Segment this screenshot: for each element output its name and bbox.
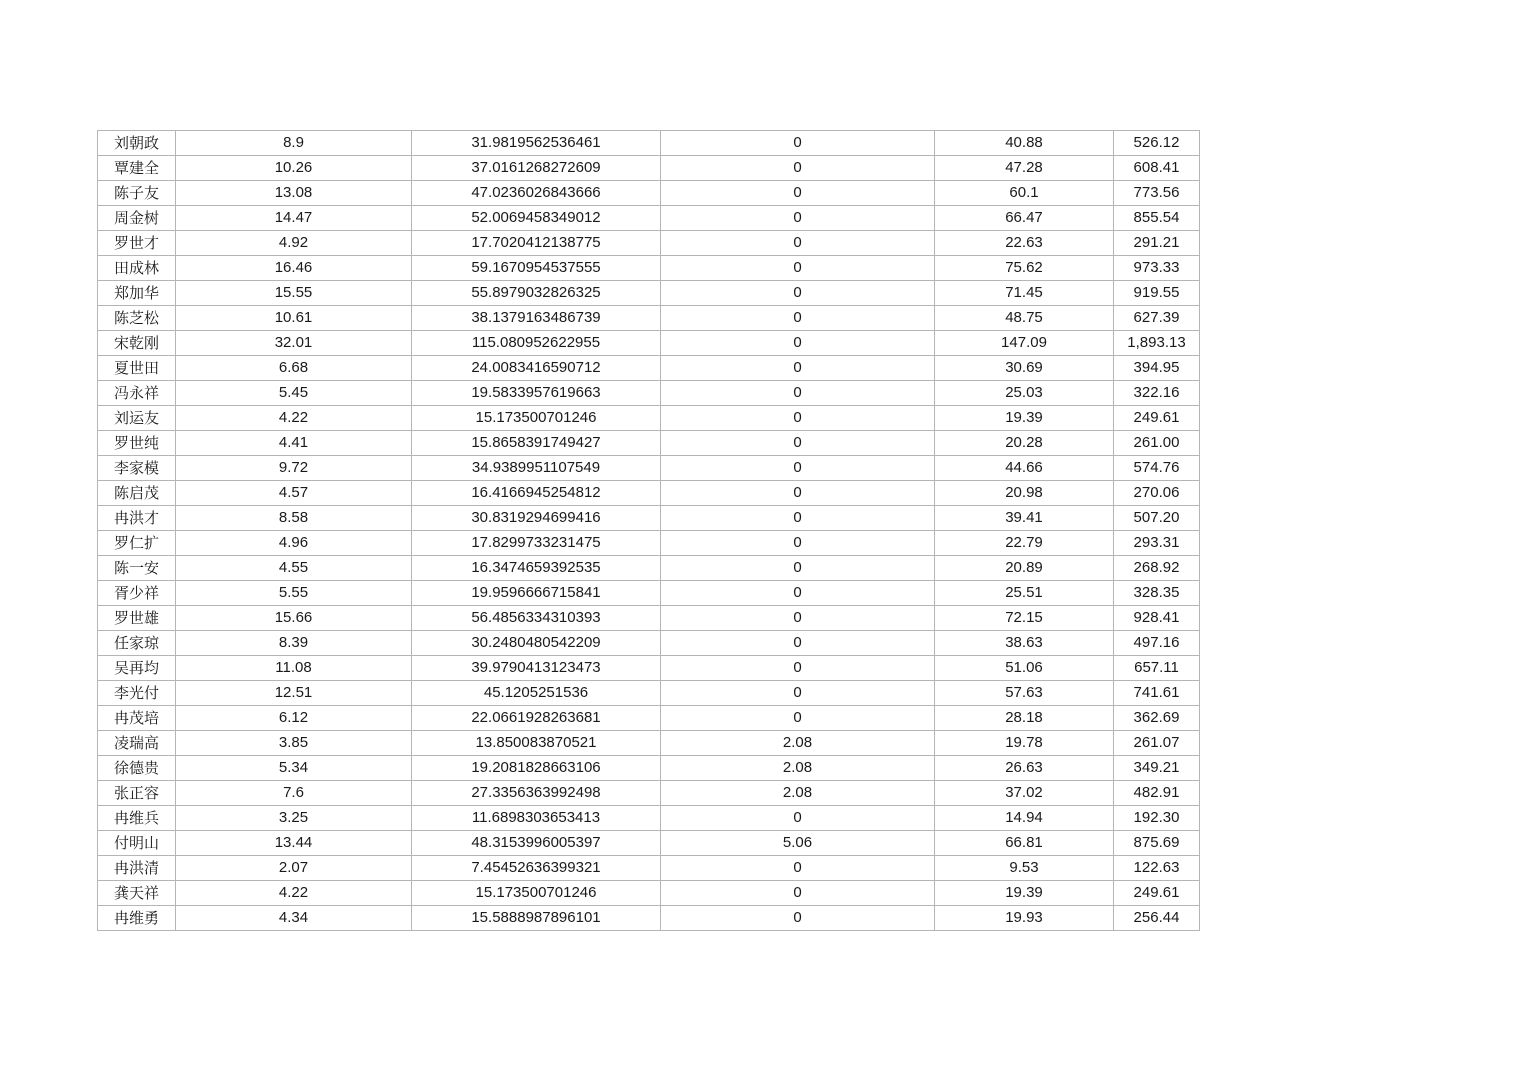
- value-cell-3: 5.06: [661, 831, 935, 856]
- value-cell-2: 59.1670954537555: [412, 256, 661, 281]
- value-cell-4: 51.06: [935, 656, 1114, 681]
- value-cell-2: 15.5888987896101: [412, 906, 661, 931]
- value-cell-4: 19.93: [935, 906, 1114, 931]
- table-row: [98, 781, 1200, 806]
- amount-cell: 192.30: [1114, 806, 1200, 831]
- value-cell-4: 48.75: [935, 306, 1114, 331]
- amount-cell: 773.56: [1114, 181, 1200, 206]
- amount-cell: 875.69: [1114, 831, 1200, 856]
- name-cell: 任家琼: [98, 631, 176, 656]
- name-cell: 罗仁扩: [98, 531, 176, 556]
- name-cell: 付明山: [98, 831, 176, 856]
- table-row: [98, 856, 1200, 881]
- table-row: [98, 156, 1200, 181]
- value-cell-3: 0: [661, 531, 935, 556]
- value-cell-3: 0: [661, 356, 935, 381]
- value-cell-3: 0: [661, 581, 935, 606]
- value-cell-3: 0: [661, 881, 935, 906]
- value-cell-2: 48.3153996005397: [412, 831, 661, 856]
- value-cell-4: 71.45: [935, 281, 1114, 306]
- name-cell: 冉维勇: [98, 906, 176, 931]
- value-cell-2: 27.3356363992498: [412, 781, 661, 806]
- amount-cell: 362.69: [1114, 706, 1200, 731]
- value-cell-2: 19.9596666715841: [412, 581, 661, 606]
- table-row: [98, 606, 1200, 631]
- amount-cell: 322.16: [1114, 381, 1200, 406]
- table-row: [98, 256, 1200, 281]
- amount-cell: 482.91: [1114, 781, 1200, 806]
- value-cell-4: 60.1: [935, 181, 1114, 206]
- value-cell-1: 4.22: [176, 406, 412, 431]
- amount-cell: 928.41: [1114, 606, 1200, 631]
- data-table: [97, 130, 1200, 931]
- table-row: [98, 231, 1200, 256]
- name-cell: 吴再均: [98, 656, 176, 681]
- value-cell-1: 5.34: [176, 756, 412, 781]
- amount-cell: 608.41: [1114, 156, 1200, 181]
- value-cell-1: 15.66: [176, 606, 412, 631]
- value-cell-4: 20.98: [935, 481, 1114, 506]
- value-cell-3: 0: [661, 256, 935, 281]
- value-cell-4: 26.63: [935, 756, 1114, 781]
- amount-cell: 256.44: [1114, 906, 1200, 931]
- value-cell-4: 20.28: [935, 431, 1114, 456]
- value-cell-3: 0: [661, 381, 935, 406]
- value-cell-1: 13.44: [176, 831, 412, 856]
- value-cell-4: 14.94: [935, 806, 1114, 831]
- amount-cell: 973.33: [1114, 256, 1200, 281]
- name-cell: 凌瑞高: [98, 731, 176, 756]
- value-cell-1: 6.12: [176, 706, 412, 731]
- table-row: [98, 481, 1200, 506]
- name-cell: 冯永祥: [98, 381, 176, 406]
- name-cell: 冉洪才: [98, 506, 176, 531]
- value-cell-2: 13.850083870521: [412, 731, 661, 756]
- value-cell-3: 0: [661, 681, 935, 706]
- value-cell-3: 0: [661, 281, 935, 306]
- name-cell: 陈一安: [98, 556, 176, 581]
- value-cell-2: 24.0083416590712: [412, 356, 661, 381]
- amount-cell: 293.31: [1114, 531, 1200, 556]
- value-cell-4: 75.62: [935, 256, 1114, 281]
- amount-cell: 261.07: [1114, 731, 1200, 756]
- amount-cell: 657.11: [1114, 656, 1200, 681]
- value-cell-3: 0: [661, 706, 935, 731]
- value-cell-3: 0: [661, 431, 935, 456]
- value-cell-3: 0: [661, 556, 935, 581]
- value-cell-1: 4.41: [176, 431, 412, 456]
- table-row: [98, 681, 1200, 706]
- table-row: [98, 656, 1200, 681]
- table-row: [98, 556, 1200, 581]
- value-cell-2: 15.8658391749427: [412, 431, 661, 456]
- table-row: [98, 381, 1200, 406]
- table-row: [98, 706, 1200, 731]
- name-cell: 罗世雄: [98, 606, 176, 631]
- name-cell: 陈启茂: [98, 481, 176, 506]
- amount-cell: 268.92: [1114, 556, 1200, 581]
- value-cell-4: 25.51: [935, 581, 1114, 606]
- table-row: [98, 881, 1200, 906]
- table-row: [98, 581, 1200, 606]
- table-row: [98, 206, 1200, 231]
- value-cell-2: 115.080952622955: [412, 331, 661, 356]
- value-cell-1: 11.08: [176, 656, 412, 681]
- table-row: [98, 806, 1200, 831]
- value-cell-4: 22.79: [935, 531, 1114, 556]
- name-cell: 罗世纯: [98, 431, 176, 456]
- value-cell-1: 3.85: [176, 731, 412, 756]
- name-cell: 陈子友: [98, 181, 176, 206]
- name-cell: 陈芝松: [98, 306, 176, 331]
- value-cell-2: 55.8979032826325: [412, 281, 661, 306]
- value-cell-1: 4.34: [176, 906, 412, 931]
- value-cell-1: 12.51: [176, 681, 412, 706]
- table-row: [98, 731, 1200, 756]
- value-cell-1: 8.9: [176, 131, 412, 156]
- value-cell-1: 10.61: [176, 306, 412, 331]
- value-cell-3: 0: [661, 606, 935, 631]
- value-cell-2: 19.5833957619663: [412, 381, 661, 406]
- amount-cell: 526.12: [1114, 131, 1200, 156]
- value-cell-2: 19.2081828663106: [412, 756, 661, 781]
- amount-cell: 627.39: [1114, 306, 1200, 331]
- table-row: [98, 456, 1200, 481]
- value-cell-4: 40.88: [935, 131, 1114, 156]
- value-cell-2: 11.6898303653413: [412, 806, 661, 831]
- value-cell-2: 17.8299733231475: [412, 531, 661, 556]
- name-cell: 罗世才: [98, 231, 176, 256]
- value-cell-2: 17.7020412138775: [412, 231, 661, 256]
- value-cell-2: 56.4856334310393: [412, 606, 661, 631]
- name-cell: 张正容: [98, 781, 176, 806]
- value-cell-4: 19.39: [935, 881, 1114, 906]
- value-cell-1: 4.96: [176, 531, 412, 556]
- amount-cell: 574.76: [1114, 456, 1200, 481]
- value-cell-1: 15.55: [176, 281, 412, 306]
- name-cell: 覃建全: [98, 156, 176, 181]
- value-cell-3: 2.08: [661, 731, 935, 756]
- amount-cell: 328.35: [1114, 581, 1200, 606]
- amount-cell: 741.61: [1114, 681, 1200, 706]
- name-cell: 李光付: [98, 681, 176, 706]
- value-cell-3: 0: [661, 156, 935, 181]
- amount-cell: 249.61: [1114, 406, 1200, 431]
- value-cell-4: 37.02: [935, 781, 1114, 806]
- name-cell: 刘朝政: [98, 131, 176, 156]
- name-cell: 刘运友: [98, 406, 176, 431]
- value-cell-1: 32.01: [176, 331, 412, 356]
- value-cell-1: 4.22: [176, 881, 412, 906]
- table-row: [98, 831, 1200, 856]
- value-cell-4: 47.28: [935, 156, 1114, 181]
- value-cell-2: 38.1379163486739: [412, 306, 661, 331]
- name-cell: 夏世田: [98, 356, 176, 381]
- value-cell-1: 5.45: [176, 381, 412, 406]
- value-cell-2: 30.8319294699416: [412, 506, 661, 531]
- amount-cell: 919.55: [1114, 281, 1200, 306]
- name-cell: 李家模: [98, 456, 176, 481]
- name-cell: 冉茂培: [98, 706, 176, 731]
- value-cell-1: 9.72: [176, 456, 412, 481]
- amount-cell: 349.21: [1114, 756, 1200, 781]
- table-row: [98, 631, 1200, 656]
- value-cell-1: 3.25: [176, 806, 412, 831]
- value-cell-1: 8.39: [176, 631, 412, 656]
- table-row: [98, 431, 1200, 456]
- value-cell-4: 147.09: [935, 331, 1114, 356]
- value-cell-2: 45.1205251536: [412, 681, 661, 706]
- value-cell-3: 2.08: [661, 756, 935, 781]
- value-cell-3: 0: [661, 856, 935, 881]
- amount-cell: 270.06: [1114, 481, 1200, 506]
- value-cell-1: 4.92: [176, 231, 412, 256]
- value-cell-2: 47.0236026843666: [412, 181, 661, 206]
- value-cell-3: 0: [661, 456, 935, 481]
- table-row: [98, 356, 1200, 381]
- value-cell-4: 30.69: [935, 356, 1114, 381]
- value-cell-4: 20.89: [935, 556, 1114, 581]
- name-cell: 郑加华: [98, 281, 176, 306]
- value-cell-2: 15.173500701246: [412, 881, 661, 906]
- value-cell-3: 0: [661, 656, 935, 681]
- value-cell-4: 44.66: [935, 456, 1114, 481]
- table-row: [98, 181, 1200, 206]
- amount-cell: 291.21: [1114, 231, 1200, 256]
- value-cell-3: 0: [661, 231, 935, 256]
- value-cell-2: 16.3474659392535: [412, 556, 661, 581]
- value-cell-2: 34.9389951107549: [412, 456, 661, 481]
- table-row: [98, 131, 1200, 156]
- name-cell: 田成林: [98, 256, 176, 281]
- value-cell-4: 66.81: [935, 831, 1114, 856]
- value-cell-3: 0: [661, 631, 935, 656]
- name-cell: 徐德贵: [98, 756, 176, 781]
- name-cell: 周金树: [98, 206, 176, 231]
- value-cell-3: 0: [661, 306, 935, 331]
- amount-cell: 394.95: [1114, 356, 1200, 381]
- value-cell-4: 57.63: [935, 681, 1114, 706]
- value-cell-2: 30.2480480542209: [412, 631, 661, 656]
- value-cell-2: 39.9790413123473: [412, 656, 661, 681]
- value-cell-3: 0: [661, 131, 935, 156]
- table-row: [98, 306, 1200, 331]
- value-cell-2: 7.45452636399321: [412, 856, 661, 881]
- amount-cell: 249.61: [1114, 881, 1200, 906]
- value-cell-1: 2.07: [176, 856, 412, 881]
- value-cell-2: 22.0661928263681: [412, 706, 661, 731]
- value-cell-2: 16.4166945254812: [412, 481, 661, 506]
- table-row: [98, 906, 1200, 931]
- amount-cell: 497.16: [1114, 631, 1200, 656]
- value-cell-1: 5.55: [176, 581, 412, 606]
- amount-cell: 261.00: [1114, 431, 1200, 456]
- value-cell-4: 28.18: [935, 706, 1114, 731]
- value-cell-1: 16.46: [176, 256, 412, 281]
- table-row: [98, 406, 1200, 431]
- amount-cell: 122.63: [1114, 856, 1200, 881]
- value-cell-3: 0: [661, 331, 935, 356]
- value-cell-3: 0: [661, 406, 935, 431]
- name-cell: 冉维兵: [98, 806, 176, 831]
- value-cell-3: 0: [661, 806, 935, 831]
- value-cell-1: 4.55: [176, 556, 412, 581]
- value-cell-1: 8.58: [176, 506, 412, 531]
- value-cell-1: 4.57: [176, 481, 412, 506]
- amount-cell: 507.20: [1114, 506, 1200, 531]
- value-cell-2: 15.173500701246: [412, 406, 661, 431]
- value-cell-1: 7.6: [176, 781, 412, 806]
- value-cell-4: 19.39: [935, 406, 1114, 431]
- value-cell-4: 9.53: [935, 856, 1114, 881]
- value-cell-3: 0: [661, 206, 935, 231]
- value-cell-3: 0: [661, 181, 935, 206]
- value-cell-4: 38.63: [935, 631, 1114, 656]
- value-cell-1: 14.47: [176, 206, 412, 231]
- value-cell-4: 25.03: [935, 381, 1114, 406]
- value-cell-4: 66.47: [935, 206, 1114, 231]
- value-cell-2: 31.9819562536461: [412, 131, 661, 156]
- amount-cell: 855.54: [1114, 206, 1200, 231]
- table-row: [98, 506, 1200, 531]
- table-body: [98, 131, 1200, 931]
- value-cell-1: 6.68: [176, 356, 412, 381]
- name-cell: 龚天祥: [98, 881, 176, 906]
- spreadsheet-page: [97, 130, 1200, 931]
- amount-cell: 1,893.13: [1114, 331, 1200, 356]
- value-cell-1: 10.26: [176, 156, 412, 181]
- value-cell-3: 0: [661, 906, 935, 931]
- value-cell-4: 72.15: [935, 606, 1114, 631]
- name-cell: 冉洪清: [98, 856, 176, 881]
- name-cell: 胥少祥: [98, 581, 176, 606]
- value-cell-2: 37.0161268272609: [412, 156, 661, 181]
- table-row: [98, 331, 1200, 356]
- table-row: [98, 531, 1200, 556]
- name-cell: 宋乾刚: [98, 331, 176, 356]
- value-cell-4: 39.41: [935, 506, 1114, 531]
- value-cell-2: 52.0069458349012: [412, 206, 661, 231]
- value-cell-3: 2.08: [661, 781, 935, 806]
- value-cell-4: 22.63: [935, 231, 1114, 256]
- value-cell-3: 0: [661, 506, 935, 531]
- table-row: [98, 756, 1200, 781]
- value-cell-3: 0: [661, 481, 935, 506]
- value-cell-4: 19.78: [935, 731, 1114, 756]
- table-row: [98, 281, 1200, 306]
- value-cell-1: 13.08: [176, 181, 412, 206]
